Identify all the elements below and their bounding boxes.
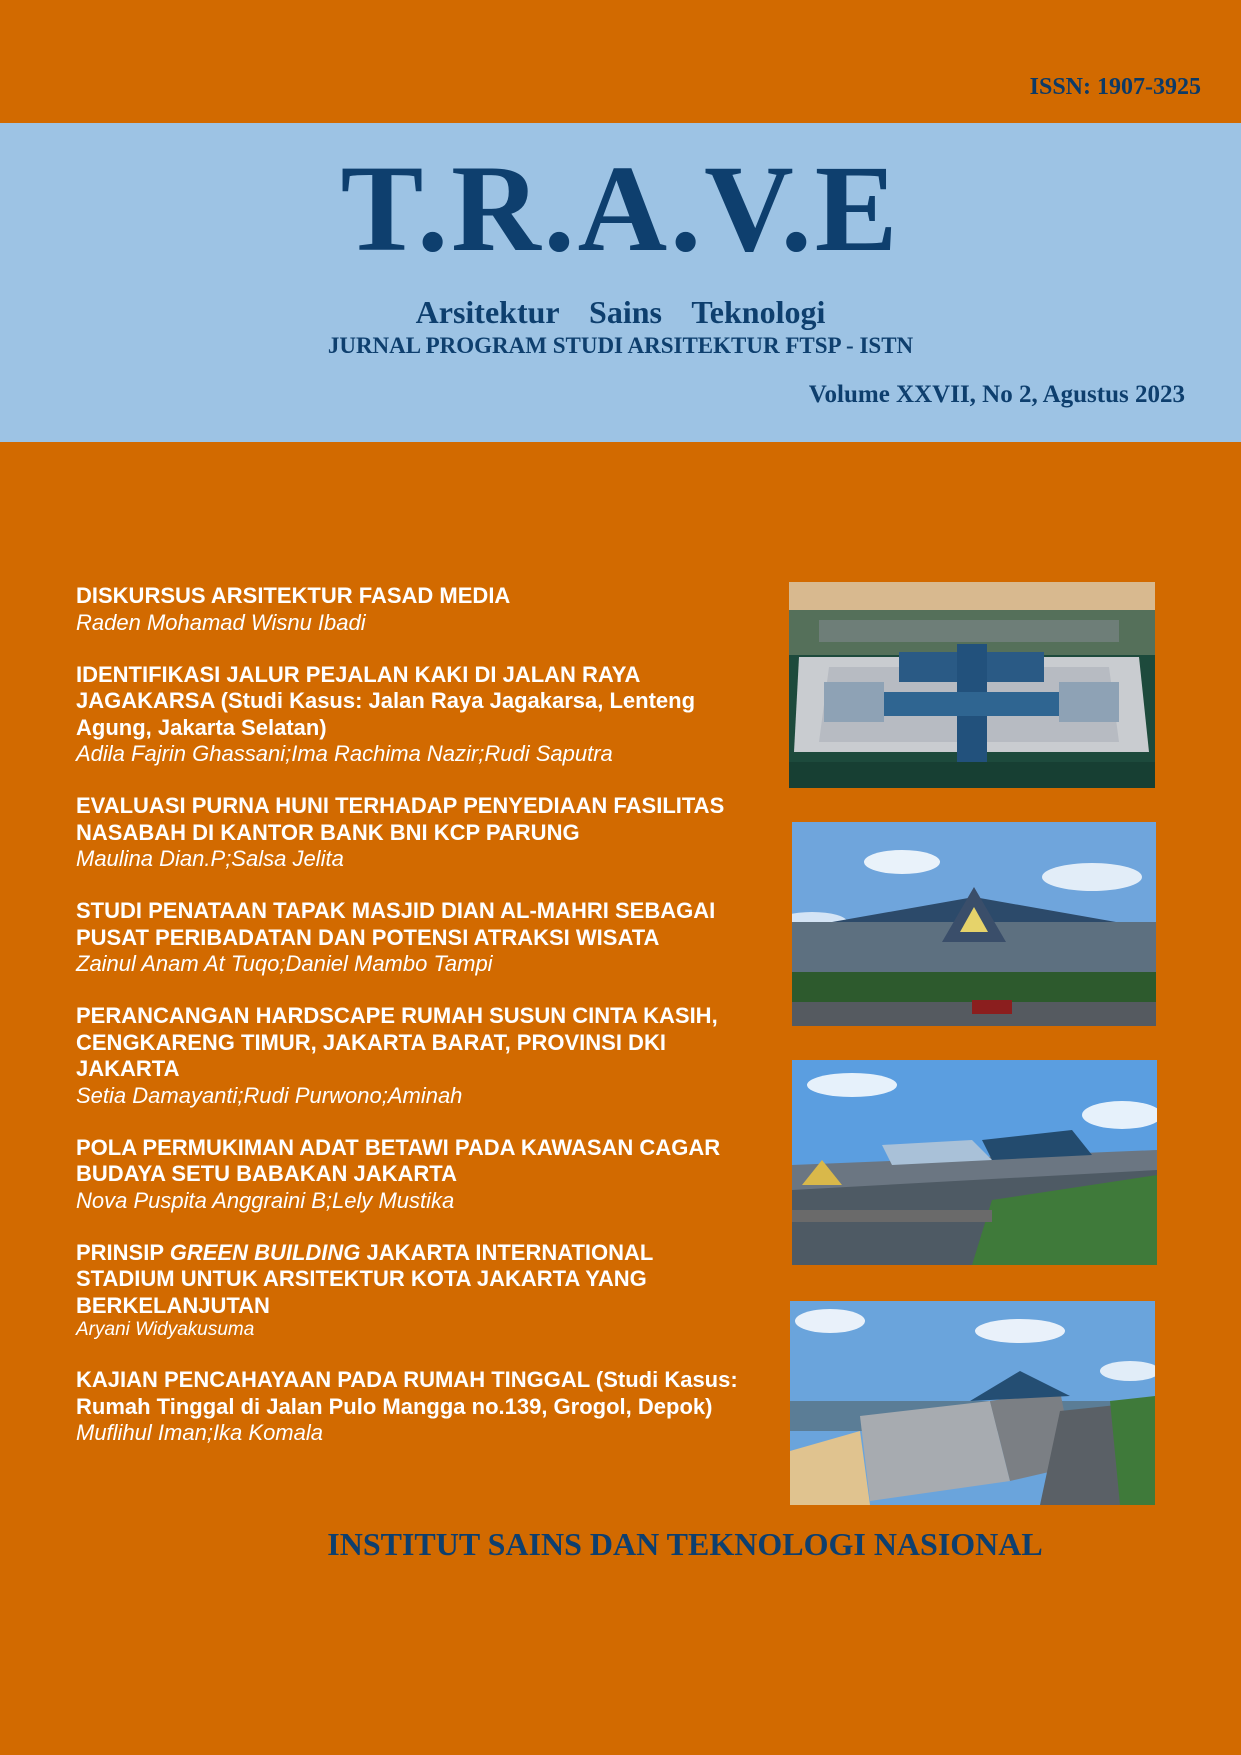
article-authors: Maulina Dian.P;Salsa Jelita [76,846,344,871]
issn-label: ISSN: 1907-3925 [1029,74,1201,100]
article-title: IDENTIFIKASI JALUR PEJALAN KAKI DI JALAN RAYA JAGAKARSA (Studi Kasus: Jalan Raya Jagakarsa, Lenteng Agung, Jakarta Selatan) [76,661,696,740]
masthead-band [0,123,1241,442]
article-title: KAJIAN PENCAHAYAAN PADA RUMAH TINGGAL (Studi Kasus: Rumah Tinggal di Jalan Pulo Mangga no.139, Grogol, Depok) [76,1367,738,1419]
article-title: EVALUASI PURNA HUNI TERHADAP PENYEDIAAN FASILITAS NASABAH DI KANTOR BANK BNI KCP PARUNG [76,793,725,845]
article-title-suffix: JAKARTA INTERNATIONAL STADIUM UNTUK ARSITEKTUR KOTA JAKARTA YANG BERKELANJUTAN [76,1239,653,1318]
article-title-prefix: PRINSIP [76,1239,170,1265]
article-item [76,1003,756,1109]
article-authors: Nova Puspita Anggraini B;Lely Mustika [76,1187,455,1213]
article-item [76,1135,756,1214]
terminal-side-view-image [790,1301,1155,1505]
article-authors: Muflihul Iman;Ika Komala [76,1420,323,1445]
article-authors: Raden Mohamad Wisnu Ibadi [76,609,366,635]
article-item [76,1240,756,1342]
terminal-perspective-image [792,1060,1157,1265]
institution-name: INSTITUT SAINS DAN TEKNOLOGI NASIONAL [327,1526,1043,1562]
article-authors: Setia Damayanti;Rudi Purwono;Aminah [76,1082,463,1108]
article-title [76,1240,756,1320]
article-item [76,1367,756,1446]
article-title: PERANCANGAN HARDSCAPE RUMAH SUSUN CINTA KASIH, CENGKARENG TIMUR, JAKARTA BARAT, PROVINSI DKI JAKARTA [76,1003,718,1081]
article-title: STUDI PENATAAN TAPAK MASJID DIAN AL-MAHRI SEBAGAI PUSAT PERIBADATAN DAN POTENSI ATRAKSI WISATA [76,898,716,950]
article-item [76,662,756,768]
article-item [76,583,756,636]
article-item [76,898,756,977]
article-authors: Aryani Widyakusuma [76,1319,255,1340]
journal-title: T.R.A.V.E [340,140,901,277]
article-list [76,583,756,1472]
journal-program: JURNAL PROGRAM STUDI ARSITEKTUR FTSP - ISTN [327,333,914,358]
article-title: DISKURSUS ARSITEKTUR FASAD MEDIA [76,583,511,608]
article-item [76,793,756,872]
journal-subtitle: Arsitektur Sains Teknologi [415,294,826,330]
article-title-italic: GREEN BUILDING [169,1239,361,1265]
aerial-terminal-image [789,582,1155,788]
article-authors: Adila Fajrin Ghassani;Ima Rachima Nazir;Rudi Saputra [76,741,613,766]
article-title: POLA PERMUKIMAN ADAT BETAWI PADA KAWASAN CAGAR BUDAYA SETU BABAKAN JAKARTA [76,1134,721,1186]
article-authors: Zainul Anam At Tuqo;Daniel Mambo Tampi [76,951,493,976]
terminal-front-render-image [792,822,1156,1026]
volume-info: Volume XXVII, No 2, Agustus 2023 [808,381,1185,408]
